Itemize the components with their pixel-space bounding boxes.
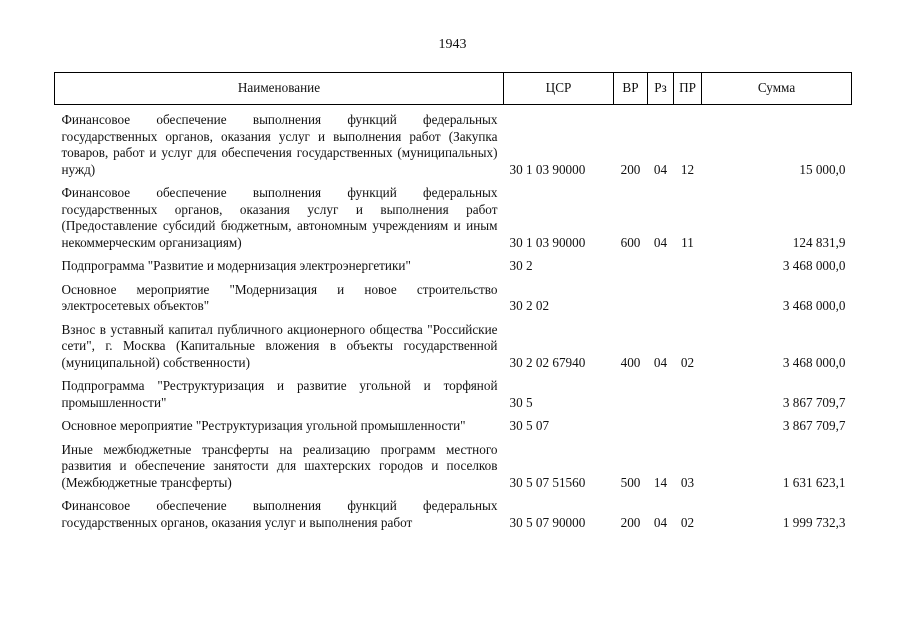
cell-vr <box>614 275 648 315</box>
cell-csr: 30 1 03 90000 <box>509 234 586 250</box>
cell-vr <box>614 251 648 275</box>
cell-csr: 30 2 02 67940 <box>509 354 586 370</box>
cell-name: Подпрограмма "Реструктуризация и развитие угольной и торфяной промышленности" <box>61 378 498 410</box>
header-pr: ПР <box>674 73 702 105</box>
cell-csr: 30 2 <box>509 258 533 273</box>
cell-sum: 3 468 000,0 <box>782 354 846 370</box>
cell-pr: 11 <box>681 234 694 250</box>
cell-csr: 30 2 02 <box>509 298 550 313</box>
cell-pr <box>674 411 702 435</box>
cell-sum: 1 631 623,1 <box>782 474 846 490</box>
cell-rz: 14 <box>653 474 668 490</box>
cell-csr: 30 5 07 51560 <box>509 474 586 490</box>
cell-vr: 400 <box>620 354 641 370</box>
cell-vr: 600 <box>620 234 641 250</box>
cell-rz <box>648 411 674 435</box>
cell-pr <box>674 371 702 411</box>
cell-vr: 200 <box>620 161 641 177</box>
header-sum: Сумма <box>702 73 852 105</box>
table-row <box>55 491 852 531</box>
table-row <box>55 251 852 275</box>
table-header <box>55 73 852 105</box>
cell-csr: 30 1 03 90000 <box>509 161 586 177</box>
header-name: Наименование <box>55 73 504 105</box>
header-vr: ВР <box>614 73 648 105</box>
cell-rz <box>648 251 674 275</box>
cell-pr <box>674 275 702 315</box>
table-body <box>55 105 852 532</box>
table-row <box>55 411 852 435</box>
cell-sum: 3 867 709,7 <box>782 418 846 433</box>
cell-name: Финансовое обеспечение выполнения функций федеральных государственных органов, оказания услуг и выполнения работ (Закупка товаров, работ и услуг для обеспечения государственных (муниципальных) нужд) <box>61 112 498 177</box>
table-row <box>55 275 852 315</box>
cell-vr <box>614 371 648 411</box>
table-row <box>55 435 852 492</box>
cell-vr <box>614 411 648 435</box>
cell-pr: 02 <box>680 354 695 370</box>
cell-pr: 03 <box>680 474 695 490</box>
cell-pr: 12 <box>680 161 695 177</box>
cell-rz: 04 <box>653 161 668 177</box>
table-row <box>55 315 852 372</box>
cell-name: Основное мероприятие "Реструктуризация угольной промышленности" <box>61 418 466 433</box>
table-row <box>55 178 852 251</box>
cell-csr: 30 5 <box>509 394 533 410</box>
cell-name: Финансовое обеспечение выполнения функций федеральных государственных органов, оказания услуг и выполнения работ <box>61 498 498 530</box>
header-csr: ЦСР <box>504 73 614 105</box>
cell-pr: 02 <box>680 514 695 530</box>
cell-name: Подпрограмма "Развитие и модернизация электроэнергетики" <box>61 258 411 273</box>
cell-name: Финансовое обеспечение выполнения функций федеральных государственных органов, оказания услуг и выполнения работ (Предоставление субсидий бюджетным, автономным учреждениям и иным некоммерческим организациям) <box>61 185 498 250</box>
cell-rz <box>648 371 674 411</box>
page-number: 1943 <box>438 37 467 52</box>
cell-csr: 30 5 07 90000 <box>509 514 586 530</box>
cell-rz: 04 <box>653 354 668 370</box>
cell-name: Иные межбюджетные трансферты на реализацию программ местного развития и обеспечение занятости для шахтерских городов и поселков (Межбюджетные трансферты) <box>61 441 498 490</box>
cell-sum: 3 867 709,7 <box>782 394 846 410</box>
cell-rz <box>648 275 674 315</box>
cell-vr: 500 <box>620 474 641 490</box>
header-row <box>55 73 852 105</box>
header-rz: Рз <box>648 73 674 105</box>
budget-table <box>54 72 852 531</box>
table-row <box>55 105 852 179</box>
cell-sum: 15 000,0 <box>799 161 846 177</box>
table-row <box>55 371 852 411</box>
cell-rz: 04 <box>653 234 668 250</box>
cell-pr <box>674 251 702 275</box>
cell-csr: 30 5 07 <box>509 418 550 433</box>
cell-sum: 124 831,9 <box>792 234 846 250</box>
cell-rz: 04 <box>653 514 668 530</box>
cell-sum: 1 999 732,3 <box>782 514 846 530</box>
cell-name: Основное мероприятие "Модернизация и новое строительство электросетевых объектов" <box>61 281 498 313</box>
cell-name: Взнос в уставный капитал публичного акционерного общества "Российские сети", г. Москва (Капитальные вложения в объекты государственной (муниципальной) собственности) <box>61 321 498 370</box>
cell-sum: 3 468 000,0 <box>782 298 846 313</box>
cell-sum: 3 468 000,0 <box>782 258 846 273</box>
cell-vr: 200 <box>620 514 641 530</box>
